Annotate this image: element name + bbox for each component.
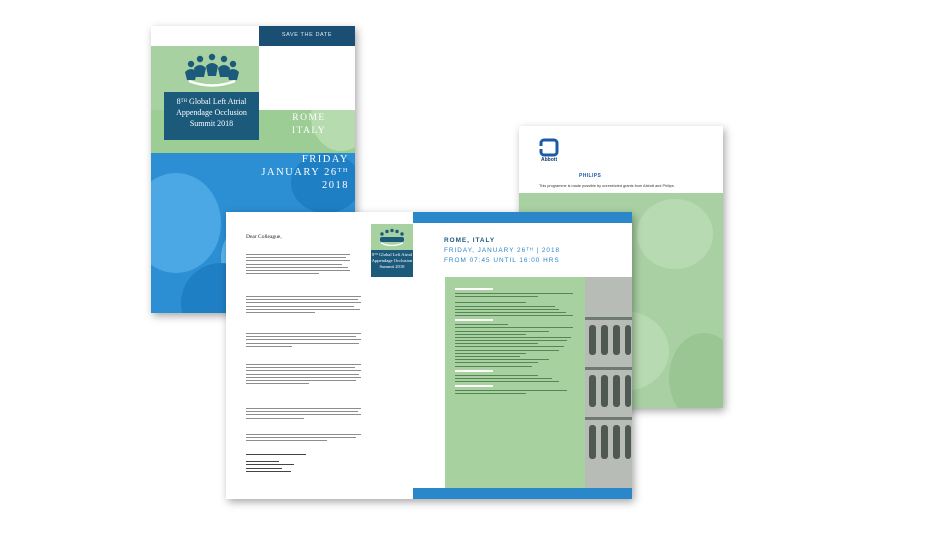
mini-title-line: Appendage Occlusion (371, 258, 413, 263)
cover-top-left-block (151, 26, 259, 46)
back-blob (669, 333, 723, 408)
cover-blob (151, 173, 221, 273)
cover-country: ITALY (291, 126, 327, 136)
save-the-date-label: SAVE THE DATE (281, 32, 333, 38)
cover-title-line: 8ᵀᴴ Global Left Atrial (176, 97, 247, 106)
letter-paragraph (246, 364, 361, 386)
cover-day: FRIDAY (301, 154, 349, 165)
colosseum-image-icon (585, 277, 632, 488)
sponsor-abbott: Abbott (541, 157, 558, 163)
event-date: FRIDAY, JANUARY 26ᵀᴴ | 2018 (444, 247, 561, 254)
letter-salutation: Dear Colleague, (246, 234, 282, 240)
event-location: ROME, ITALY (444, 237, 496, 244)
letter-paragraph (246, 408, 361, 421)
mini-title-line: 8ᵀᴴ Global Left Atrial (371, 252, 413, 257)
spread-top-bar (413, 212, 632, 223)
programme-text-block (455, 285, 573, 396)
letter-paragraph (246, 333, 361, 349)
cover-title-line: Appendage Occlusion (176, 108, 247, 117)
letter-paragraph (246, 254, 350, 276)
cover-year: 2018 (322, 180, 349, 191)
cover-title (164, 96, 259, 129)
spread-bottom-bar (413, 488, 632, 499)
letter-signatures (246, 454, 306, 474)
cover-date-line: JANUARY 26ᵀᴴ (261, 167, 349, 178)
letter-paragraph (246, 296, 361, 315)
inside-spread-page (226, 212, 632, 499)
cover-location (269, 112, 349, 138)
cover-date (237, 153, 349, 192)
mini-title-line: Summit 2018 (379, 264, 405, 269)
event-time: FROM 07:45 UNTIL 16:00 HRS (444, 257, 560, 264)
colosseum-photo (585, 277, 632, 488)
people-circle-logo-icon (377, 227, 407, 247)
sponsor-philips: PHILIPS (579, 173, 602, 179)
abbott-logo-icon (539, 138, 561, 158)
sponsor-note: This programme is made possible by unrestricted grants from Abbott and Philips. (539, 184, 675, 188)
people-circle-logo-icon (181, 50, 243, 90)
back-blob (637, 199, 713, 269)
letter-paragraph (246, 434, 361, 444)
mini-title (371, 252, 413, 270)
cover-city: ROME (292, 113, 326, 123)
programme-green-panel (445, 277, 585, 488)
cover-title-line: Summit 2018 (189, 119, 234, 128)
cover-top-right-block (259, 46, 355, 110)
